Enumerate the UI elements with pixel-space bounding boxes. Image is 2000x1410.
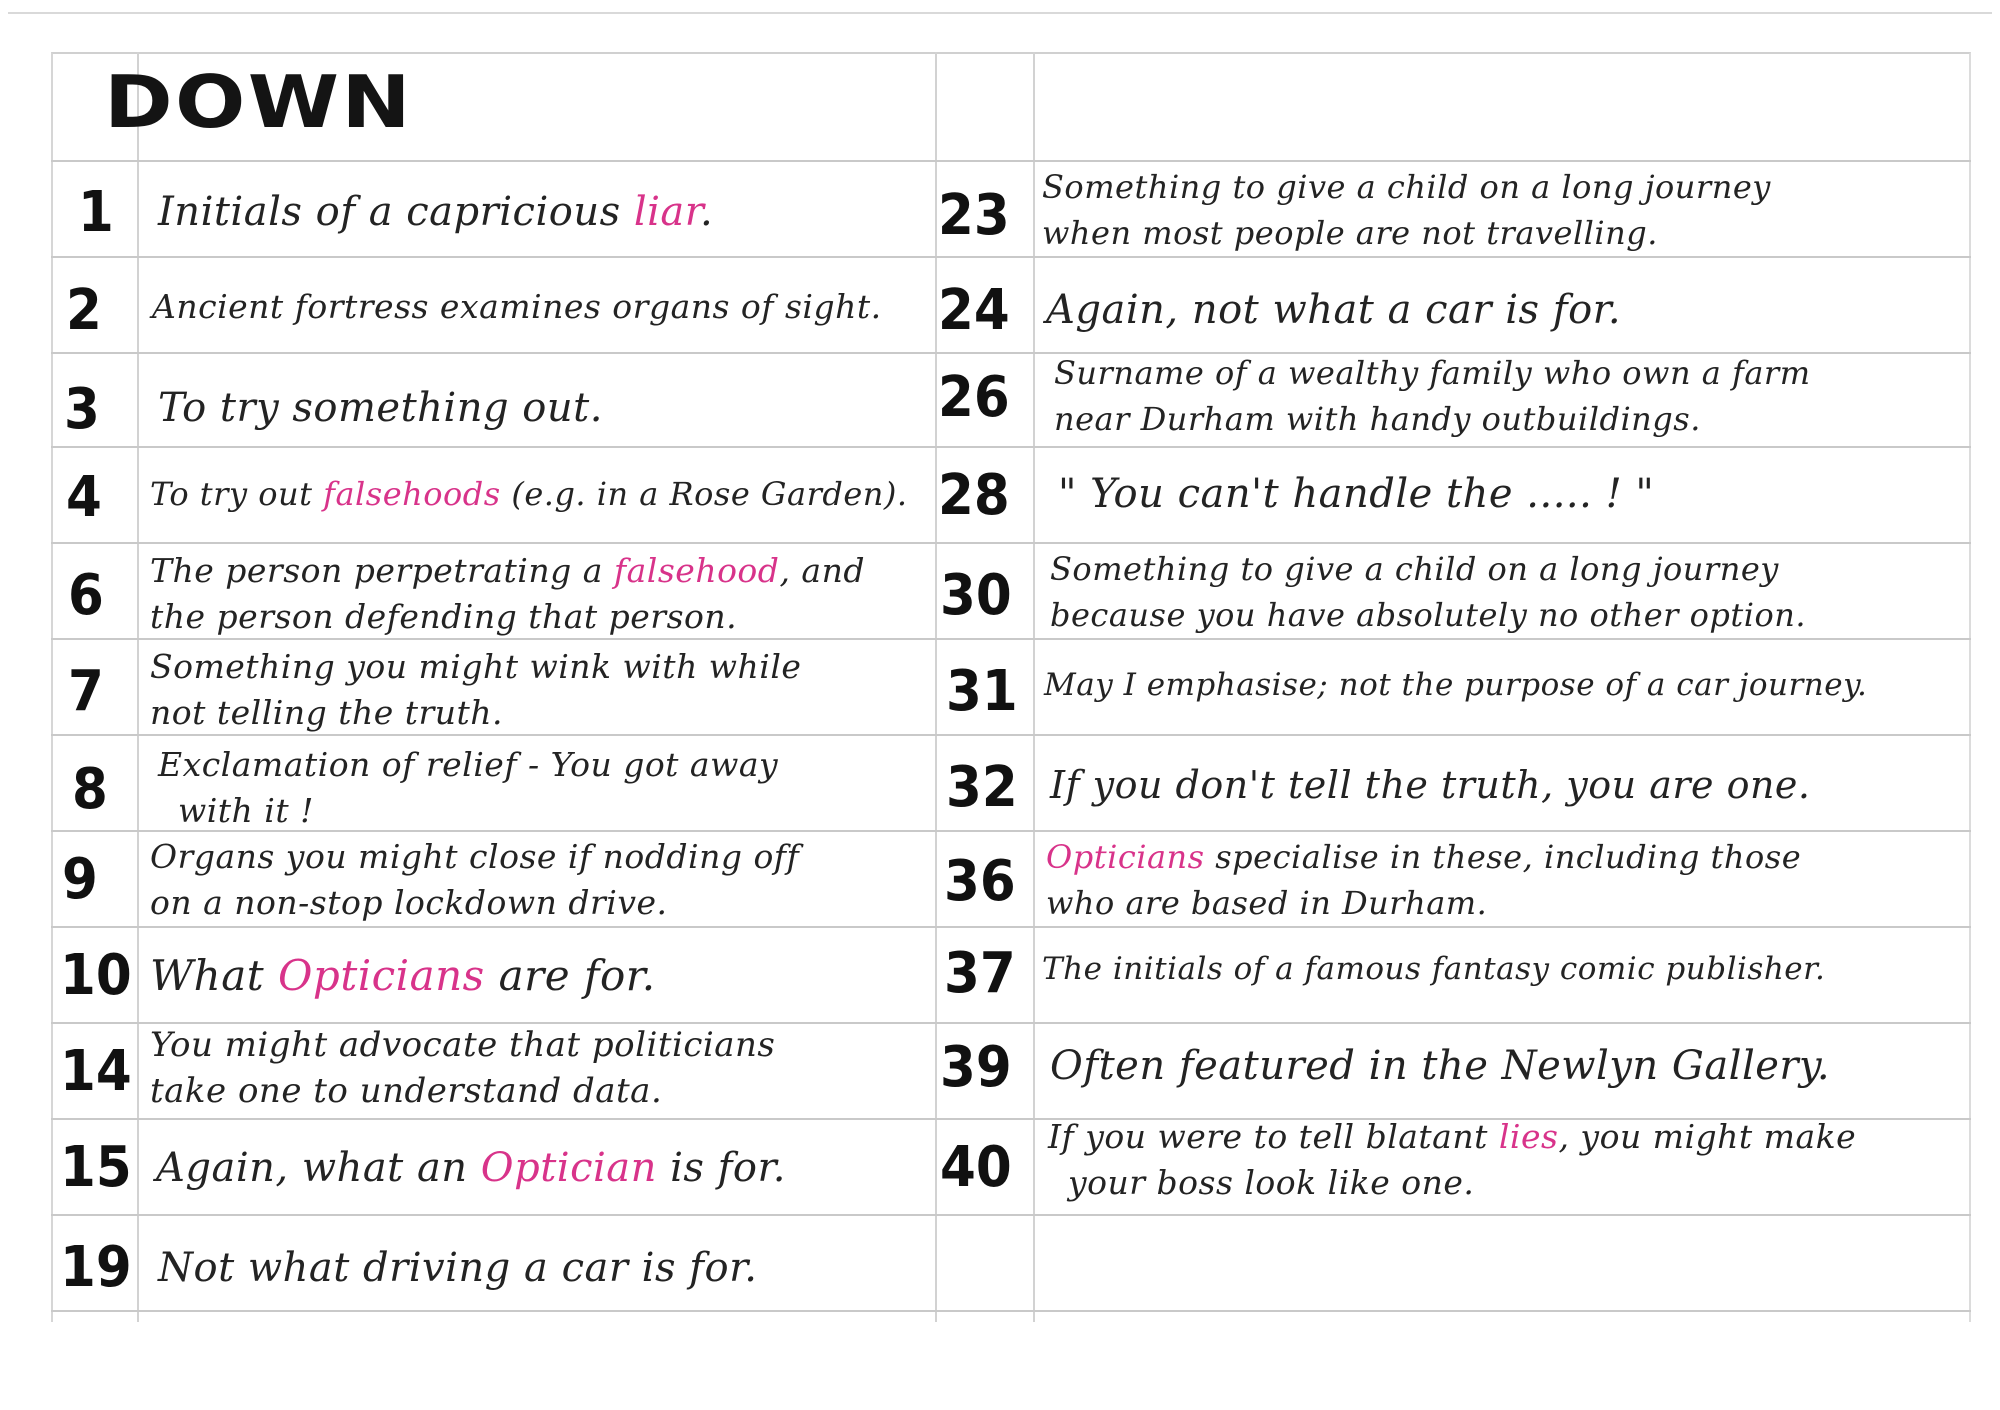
clue-line: not telling the truth. [150, 693, 504, 732]
clue-text [156, 1145, 786, 1191]
ruled-line [51, 1118, 935, 1120]
clue-text [150, 834, 799, 926]
clue-number: 30 [940, 563, 1012, 628]
clue-text [150, 951, 656, 1000]
clue-number: 4 [66, 465, 102, 530]
clue-text [1050, 1043, 1831, 1089]
clue-text [158, 189, 714, 235]
clue-number: 14 [60, 1039, 132, 1104]
clue-line: What Opticians are for. [150, 951, 656, 1000]
clue-number: 15 [60, 1135, 132, 1200]
clue-line: You might advocate that politicians [150, 1025, 776, 1065]
clue-number: 19 [60, 1235, 132, 1300]
ruled-line [51, 446, 935, 448]
ruled-line [935, 446, 1971, 448]
clue-number: 40 [940, 1135, 1012, 1200]
clue-line: The person perpetrating a falsehood, and [150, 551, 865, 590]
clue-number: 39 [940, 1035, 1012, 1100]
clue-text [1054, 350, 1811, 442]
clue-text [1044, 667, 1868, 703]
clue-text [1050, 763, 1811, 807]
clue-line: Something to give a child on a long journey [1050, 550, 1779, 588]
ruled-line [51, 256, 935, 258]
clue-number: 24 [938, 278, 1010, 343]
clue-line: Ancient fortress examines organs of sight. [152, 287, 882, 326]
ruled-line [935, 542, 1971, 544]
clue-line: because you have absolutely no other option. [1050, 596, 1807, 634]
clue-number: 7 [68, 659, 104, 724]
ruled-line [935, 926, 1971, 928]
clue-line: Something you might wink with while [150, 647, 802, 686]
clue-text [150, 644, 801, 736]
clue-number: 6 [68, 563, 104, 628]
ruled-line [51, 1310, 935, 1312]
clue-line: Often featured in the Newlyn Gallery. [1050, 1043, 1831, 1089]
clue-number: 23 [938, 183, 1010, 248]
ruled-line [935, 1022, 1971, 1024]
clue-text [158, 385, 603, 431]
clue-text [150, 475, 908, 513]
clue-line: May I emphasise; not the purpose of a car journey. [1044, 667, 1868, 703]
ruled-line [935, 160, 1971, 162]
clue-line: when most people are not travelling. [1042, 214, 1658, 252]
clue-line: To try out falsehoods (e.g. in a Rose Garden). [150, 475, 908, 513]
clue-line: The initials of a famous fantasy comic publisher. [1042, 951, 1826, 987]
clue-number: 9 [62, 847, 98, 912]
ruled-line [935, 256, 1971, 258]
clue-number: 1 [78, 180, 114, 245]
clue-text [1046, 287, 1622, 333]
clue-line: with it ! [178, 791, 314, 830]
clue-line: who are based in Durham. [1046, 884, 1488, 922]
clue-line: Something to give a child on a long journey [1042, 168, 1771, 206]
clue-line: Exclamation of relief - You got away [158, 745, 779, 784]
clue-line: Initials of a capricious liar. [158, 189, 714, 235]
clue-number: 32 [946, 755, 1018, 820]
clue-text [150, 1022, 775, 1114]
ruled-line [935, 1214, 1971, 1216]
clue-line: near Durham with handy outbuildings. [1054, 400, 1701, 438]
clue-number: 26 [938, 365, 1010, 430]
ruled-line [935, 830, 1971, 832]
clue-text [1050, 546, 1806, 638]
clue-number: 37 [944, 941, 1016, 1006]
clue-line: To try something out. [158, 385, 603, 431]
ruled-line [51, 542, 935, 544]
ruled-line [935, 1310, 1971, 1312]
clue-text [1042, 164, 1771, 256]
clue-line: your boss look like one. [1068, 1163, 1475, 1202]
clue-number: 2 [66, 278, 102, 343]
clue-text [1046, 834, 1801, 926]
ruled-line [51, 926, 935, 928]
clue-number: 3 [64, 377, 100, 442]
clue-line: Not what driving a car is for. [158, 1245, 758, 1291]
clue-line: Organs you might close if nodding off [150, 837, 800, 876]
clue-line: Opticians specialise in these, including those [1046, 838, 1802, 876]
clue-number: 28 [938, 463, 1010, 528]
ruled-line [51, 160, 935, 162]
paper-top-edge [8, 12, 1992, 14]
clue-text [158, 1245, 758, 1291]
clue-number: 31 [946, 659, 1018, 724]
clue-number: 8 [72, 757, 108, 822]
clue-line: Again, not what a car is for. [1046, 287, 1622, 333]
clue-number: 10 [60, 943, 132, 1008]
clue-number: 36 [944, 849, 1016, 914]
clue-text [158, 742, 778, 834]
clue-line: If you were to tell blatant lies, you might make [1048, 1117, 1857, 1156]
ruled-line [51, 352, 935, 354]
clue-line: on a non-stop lockdown drive. [150, 883, 668, 922]
right-number-column-divider [1033, 52, 1035, 1322]
ruled-line [51, 1214, 935, 1216]
down-heading: DOWN [104, 60, 413, 144]
clue-line: If you don't tell the truth, you are one. [1050, 763, 1811, 807]
clue-text [152, 287, 882, 326]
clue-text [150, 548, 865, 640]
ruled-line [935, 638, 1971, 640]
clue-line: take one to understand data. [150, 1071, 663, 1111]
clue-line: the person defending that person. [150, 597, 738, 636]
clue-text [1042, 951, 1826, 987]
middle-column-divider [935, 52, 937, 1322]
clue-line: Again, what an Optician is for. [156, 1145, 786, 1191]
clue-line: " You can't handle the ..... ! " [1058, 471, 1655, 517]
ruled-line [935, 734, 1971, 736]
left-number-column-divider [137, 52, 139, 1322]
clue-line: Surname of a wealthy family who own a farm [1054, 354, 1811, 392]
clue-text [1048, 1114, 1856, 1206]
clue-text [1058, 471, 1655, 517]
